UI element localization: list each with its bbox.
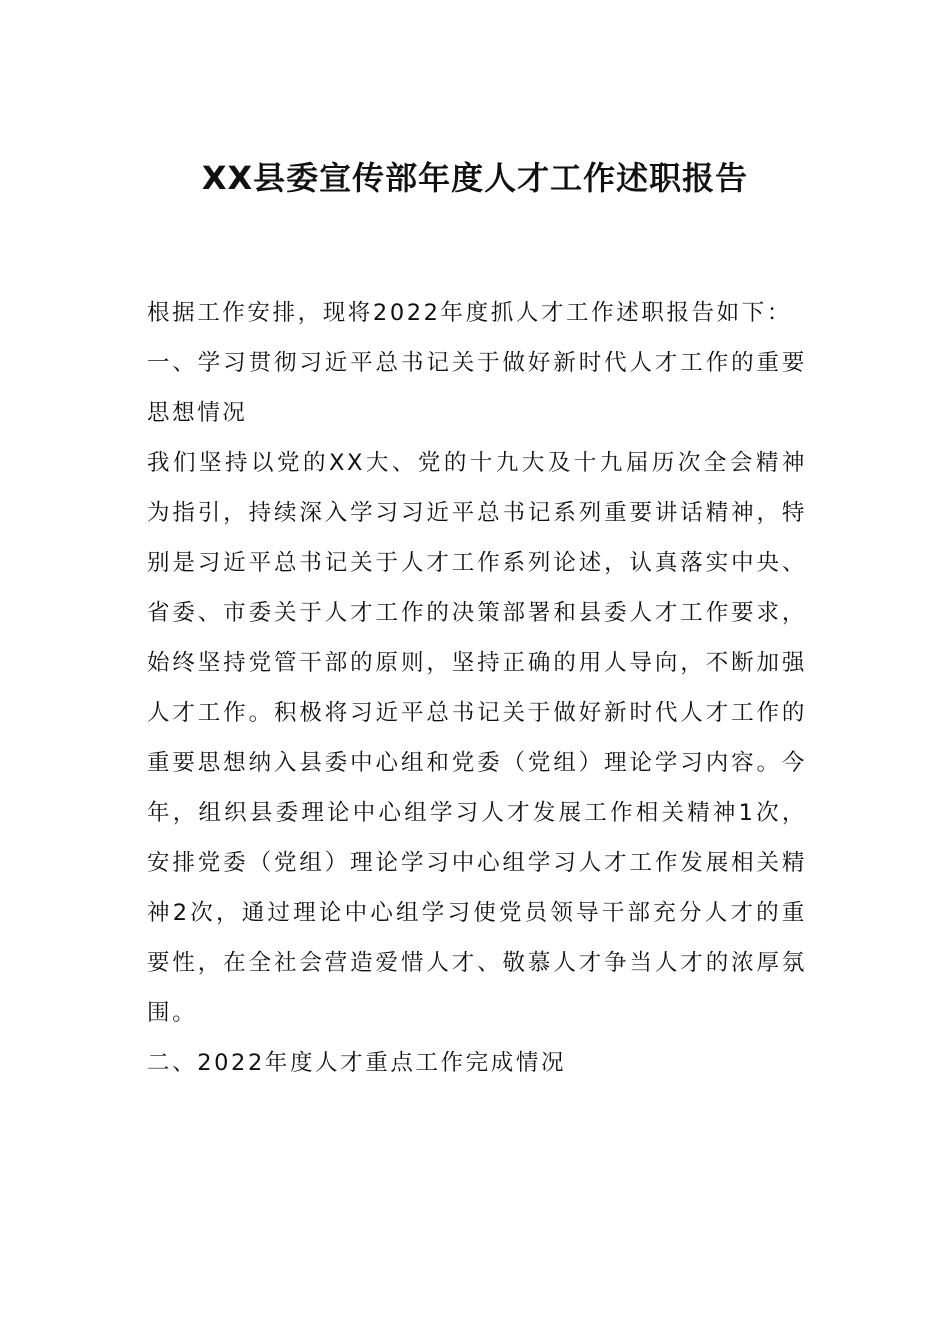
section-heading-1: 一、学习贯彻习近平总书记关于做好新时代人才工作的重要思想情况 — [147, 350, 807, 426]
document-title: XX县委宣传部年度人才工作述职报告 — [201, 159, 749, 197]
section-1-paragraph: 我们坚持以党的XX大、党的十九大及十九届历次全会精神为指引，持续深入学习习近平总书记系列重要讲话精神，特别是习近平总书记关于人才工作系列论述，认真落实中央、省委、市委关于人才工作的决策部署和县委人才工作要求，始终坚持党管干部的原则，坚持正确的用人导向，不断加强人才工作。积极将习近平总书记关于做好新时代人才工作的重要思想纳入县委中心组和党委（党组）理论学习内容。今年，组织县委理论中心组学习人才发展工作相关精神1次，安排党委（党组）理论学习中心组学习人才工作发展相关精神2次，通过理论中心组学习使党员领导干部充分人才的重要性，在全社会营造爱惜人才、敬慕人才争当人才的浓厚氛围。 — [147, 450, 807, 1026]
intro-paragraph: 根据工作安排，现将2022年度抓人才工作述职报告如下： — [147, 300, 792, 326]
document-body — [147, 288, 807, 1088]
section-heading-2: 二、2022年度人才重点工作完成情况 — [147, 1050, 567, 1076]
